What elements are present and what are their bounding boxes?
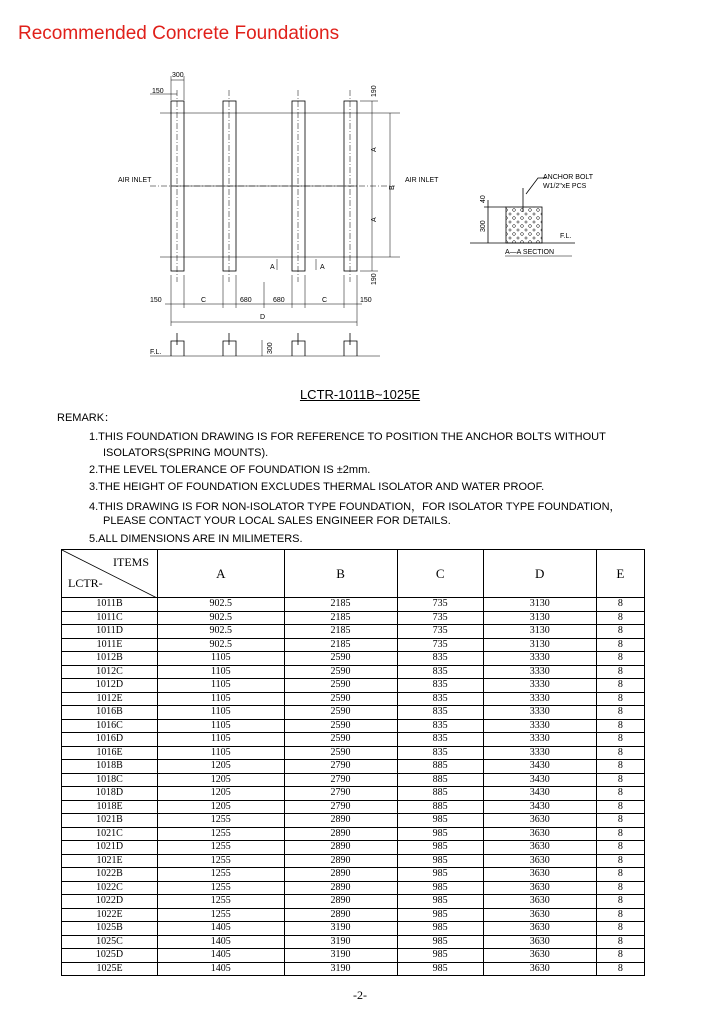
remark-note-4: 4.THIS DRAWING IS FOR NON-ISOLATOR TYPE FOUNDATION，FOR ISOLATOR TYPE FOUNDATION， xyxy=(89,501,621,513)
table-row xyxy=(62,652,645,666)
dimension-cell: 835 xyxy=(397,665,483,679)
dimension-cell: 3190 xyxy=(284,962,397,976)
table-row xyxy=(62,598,645,612)
dimension-cell: 2890 xyxy=(284,895,397,909)
dimension-cell: 8 xyxy=(596,881,644,895)
table-row xyxy=(62,814,645,828)
dimension-cell: 2790 xyxy=(284,787,397,801)
dimension-cell: 3630 xyxy=(483,881,596,895)
model-cell: 1011E xyxy=(62,638,158,652)
dimension-cell: 835 xyxy=(397,746,483,760)
remark-note-4-cont: PLEASE CONTACT YOUR LOCAL SALES ENGINEER FOR DETAILS. xyxy=(103,515,451,527)
dimension-cell: 1105 xyxy=(158,733,285,747)
dimension-cell: 8 xyxy=(596,922,644,936)
table-row xyxy=(62,760,645,774)
dimension-cell: 735 xyxy=(397,598,483,612)
dimension-cell: 2590 xyxy=(284,719,397,733)
dimension-cell: 3130 xyxy=(483,625,596,639)
dimension-cell: 8 xyxy=(596,706,644,720)
table-row xyxy=(62,787,645,801)
dimension-cell: 885 xyxy=(397,800,483,814)
dimension-cell: 2790 xyxy=(284,800,397,814)
svg-text:300: 300 xyxy=(480,220,487,232)
svg-text:150: 150 xyxy=(360,297,372,304)
dimension-cell: 1105 xyxy=(158,652,285,666)
dimension-cell: 3630 xyxy=(483,814,596,828)
svg-text:D: D xyxy=(260,314,266,321)
dimension-cell: 3130 xyxy=(483,598,596,612)
dimension-cell: 2185 xyxy=(284,611,397,625)
svg-text:300: 300 xyxy=(172,72,184,79)
dimension-cell: 2790 xyxy=(284,760,397,774)
table-row xyxy=(62,949,645,963)
model-cell: 1018C xyxy=(62,773,158,787)
dimension-cell: 3430 xyxy=(483,787,596,801)
dimension-cell: 1105 xyxy=(158,665,285,679)
model-cell: 1022D xyxy=(62,895,158,909)
svg-text:150: 150 xyxy=(152,88,164,95)
table-row xyxy=(62,854,645,868)
dimension-cell: 1255 xyxy=(158,895,285,909)
dimension-cell: 8 xyxy=(596,962,644,976)
model-cell: 1016C xyxy=(62,719,158,733)
dimension-cell: 985 xyxy=(397,922,483,936)
model-cell: 1021E xyxy=(62,854,158,868)
dimension-cell: 1105 xyxy=(158,679,285,693)
svg-text:A: A xyxy=(371,147,378,152)
dimension-cell: 3330 xyxy=(483,719,596,733)
dimension-cell: 1405 xyxy=(158,935,285,949)
dimension-cell: 8 xyxy=(596,746,644,760)
dimension-cell: 885 xyxy=(397,760,483,774)
table-row xyxy=(62,719,645,733)
dimension-cell: 902.5 xyxy=(158,611,285,625)
svg-text:150: 150 xyxy=(150,297,162,304)
dimension-cell: 1205 xyxy=(158,773,285,787)
dimension-cell: 2590 xyxy=(284,679,397,693)
dimension-cell: 8 xyxy=(596,908,644,922)
dimension-cell: 8 xyxy=(596,679,644,693)
dimension-cell: 1255 xyxy=(158,881,285,895)
dimension-cell: 1205 xyxy=(158,787,285,801)
dimension-cell: 3330 xyxy=(483,679,596,693)
model-cell: 1022B xyxy=(62,868,158,882)
table-header-row xyxy=(62,550,645,598)
dimension-cell: 2890 xyxy=(284,841,397,855)
dimension-cell: 3130 xyxy=(483,638,596,652)
dimension-cell: 985 xyxy=(397,908,483,922)
dimension-cell: 985 xyxy=(397,935,483,949)
table-row xyxy=(62,827,645,841)
svg-text:190: 190 xyxy=(371,85,378,97)
dimension-cell: 1105 xyxy=(158,719,285,733)
dimension-cell: 835 xyxy=(397,679,483,693)
dimension-cell: 1255 xyxy=(158,814,285,828)
dimension-cell: 8 xyxy=(596,935,644,949)
dimension-cell: 2185 xyxy=(284,598,397,612)
dimension-cell: 8 xyxy=(596,719,644,733)
svg-text:ANCHOR BOLT: ANCHOR BOLT xyxy=(543,174,594,181)
dimension-cell: 3130 xyxy=(483,611,596,625)
dimension-cell: 1105 xyxy=(158,746,285,760)
table-row xyxy=(62,841,645,855)
table-row xyxy=(62,868,645,882)
dimension-cell: 1205 xyxy=(158,800,285,814)
dimension-cell: 1255 xyxy=(158,868,285,882)
svg-text:AIR INLET: AIR INLET xyxy=(405,177,439,184)
dimension-cell: 8 xyxy=(596,800,644,814)
dimension-cell: 1405 xyxy=(158,962,285,976)
dimension-cell: 3430 xyxy=(483,800,596,814)
svg-text:W1/2"xE PCS: W1/2"xE PCS xyxy=(543,183,587,190)
model-cell: 1025B xyxy=(62,922,158,936)
column-header-b: B xyxy=(284,550,397,598)
remark-note-3: 3.THE HEIGHT OF FOUNDATION EXCLUDES THERMAL ISOLATOR AND WATER PROOF. xyxy=(89,481,545,493)
dimension-cell: 3630 xyxy=(483,841,596,855)
dimension-cell: 8 xyxy=(596,868,644,882)
dimension-cell: 835 xyxy=(397,733,483,747)
dimension-cell: 8 xyxy=(596,598,644,612)
model-cell: 1025E xyxy=(62,962,158,976)
dimension-cell: 3630 xyxy=(483,962,596,976)
remark-note-5: 5.ALL DIMENSIONS ARE IN MILIMETERS. xyxy=(89,533,303,545)
dimension-cell: 3190 xyxy=(284,922,397,936)
foundation-drawing xyxy=(0,0,720,380)
dimension-cell: 985 xyxy=(397,841,483,855)
model-cell: 1016E xyxy=(62,746,158,760)
table-row xyxy=(62,692,645,706)
column-header-c: C xyxy=(397,550,483,598)
dimension-cell: 985 xyxy=(397,962,483,976)
dimension-cell: 835 xyxy=(397,706,483,720)
dimensions-table xyxy=(61,549,645,976)
svg-text:C: C xyxy=(201,297,207,304)
table-row xyxy=(62,706,645,720)
dimension-cell: 3330 xyxy=(483,746,596,760)
dimension-cell: 8 xyxy=(596,692,644,706)
dimension-cell: 885 xyxy=(397,787,483,801)
table-row xyxy=(62,881,645,895)
dimension-cell: 985 xyxy=(397,854,483,868)
model-cell: 1018E xyxy=(62,800,158,814)
model-cell: 1022E xyxy=(62,908,158,922)
model-cell: 1011D xyxy=(62,625,158,639)
model-cell: 1021C xyxy=(62,827,158,841)
svg-text:190: 190 xyxy=(371,273,378,285)
dimension-cell: 8 xyxy=(596,814,644,828)
dimension-cell: 8 xyxy=(596,841,644,855)
dimension-cell: 2890 xyxy=(284,868,397,882)
dimension-cell: 835 xyxy=(397,692,483,706)
dimension-cell: 2590 xyxy=(284,652,397,666)
svg-text:680: 680 xyxy=(273,297,285,304)
model-cell: 1016B xyxy=(62,706,158,720)
dimension-cell: 3630 xyxy=(483,868,596,882)
dimension-cell: 2890 xyxy=(284,908,397,922)
dimension-cell: 8 xyxy=(596,611,644,625)
dimension-cell: 3190 xyxy=(284,935,397,949)
dimension-cell: 3330 xyxy=(483,652,596,666)
dimension-cell: 2790 xyxy=(284,773,397,787)
dimension-cell: 3630 xyxy=(483,935,596,949)
dimension-cell: 8 xyxy=(596,854,644,868)
model-cell: 1011C xyxy=(62,611,158,625)
table-row xyxy=(62,773,645,787)
dimension-cell: 1205 xyxy=(158,760,285,774)
table-row xyxy=(62,800,645,814)
section-concrete-block xyxy=(506,207,542,243)
table-row xyxy=(62,679,645,693)
table-row xyxy=(62,962,645,976)
dimension-cell: 8 xyxy=(596,773,644,787)
dimension-cell: 2890 xyxy=(284,827,397,841)
remark-note-1-cont: ISOLATORS(SPRING MOUNTS). xyxy=(103,447,269,459)
dimension-cell: 735 xyxy=(397,611,483,625)
table-row xyxy=(62,611,645,625)
remark-note-1: 1.THIS FOUNDATION DRAWING IS FOR REFERENCE TO POSITION THE ANCHOR BOLTS WITHOUT xyxy=(89,431,606,443)
dimension-cell: 2185 xyxy=(284,638,397,652)
table-row xyxy=(62,638,645,652)
dimension-cell: 2890 xyxy=(284,814,397,828)
table-row xyxy=(62,746,645,760)
dimension-cell: 985 xyxy=(397,827,483,841)
dimension-cell: 8 xyxy=(596,827,644,841)
dimension-cell: 3630 xyxy=(483,922,596,936)
dimension-cell: 3630 xyxy=(483,854,596,868)
model-cell: 1025D xyxy=(62,949,158,963)
dimension-cell: 1405 xyxy=(158,922,285,936)
table-row xyxy=(62,733,645,747)
corner-items-label: ITEMS xyxy=(113,555,149,569)
dimension-cell: 1255 xyxy=(158,827,285,841)
model-cell: 1016D xyxy=(62,733,158,747)
svg-text:A: A xyxy=(270,264,275,271)
dimension-cell: 835 xyxy=(397,652,483,666)
dimension-cell: 985 xyxy=(397,895,483,909)
dimension-cell: 8 xyxy=(596,787,644,801)
svg-text:C: C xyxy=(322,297,328,304)
svg-text:A: A xyxy=(371,217,378,222)
table-row xyxy=(62,625,645,639)
model-cell: 1022C xyxy=(62,881,158,895)
model-range-label: LCTR-1011B~1025E xyxy=(299,387,421,402)
svg-text:A—A SECTION: A—A SECTION xyxy=(505,249,555,256)
dimension-cell: 2185 xyxy=(284,625,397,639)
dimension-cell: 3190 xyxy=(284,949,397,963)
dimension-cell: 902.5 xyxy=(158,598,285,612)
dimension-cell: 2590 xyxy=(284,746,397,760)
svg-text:B: B xyxy=(389,185,396,190)
dimension-cell: 3330 xyxy=(483,665,596,679)
dimension-cell: 8 xyxy=(596,760,644,774)
model-cell: 1021B xyxy=(62,814,158,828)
dimension-cell: 3430 xyxy=(483,773,596,787)
dimension-cell: 835 xyxy=(397,719,483,733)
dimension-cell: 2890 xyxy=(284,854,397,868)
dimension-cell: 3630 xyxy=(483,895,596,909)
table-row xyxy=(62,935,645,949)
table-corner-cell xyxy=(62,550,158,598)
column-header-e: E xyxy=(596,550,644,598)
svg-text:F.L.: F.L. xyxy=(560,233,572,240)
dimension-cell: 985 xyxy=(397,868,483,882)
dimension-cell: 2890 xyxy=(284,881,397,895)
model-cell: 1025C xyxy=(62,935,158,949)
model-cell: 1012C xyxy=(62,665,158,679)
svg-text:300: 300 xyxy=(267,342,274,354)
dimension-cell: 2590 xyxy=(284,733,397,747)
remark-heading: REMARK： xyxy=(57,412,116,424)
dimension-cell: 3330 xyxy=(483,733,596,747)
model-cell: 1012E xyxy=(62,692,158,706)
svg-text:AIR INLET: AIR INLET xyxy=(118,177,152,184)
corner-model-label: LCTR- xyxy=(68,576,103,590)
dimension-cell: 902.5 xyxy=(158,625,285,639)
model-cell: 1011B xyxy=(62,598,158,612)
table-row xyxy=(62,895,645,909)
page-title: Recommended Concrete Foundations xyxy=(18,23,340,44)
dimension-cell: 1255 xyxy=(158,908,285,922)
svg-text:680: 680 xyxy=(240,297,252,304)
table-row xyxy=(62,922,645,936)
dimension-cell: 985 xyxy=(397,814,483,828)
dimension-cell: 1255 xyxy=(158,854,285,868)
dimension-cell: 8 xyxy=(596,625,644,639)
model-cell: 1012B xyxy=(62,652,158,666)
svg-text:40: 40 xyxy=(480,195,487,203)
remark-note-2: 2.THE LEVEL TOLERANCE OF FOUNDATION IS ±2mm. xyxy=(89,464,371,476)
dimension-cell: 3330 xyxy=(483,692,596,706)
column-header-a: A xyxy=(158,550,285,598)
model-cell: 1021D xyxy=(62,841,158,855)
dimension-cell: 8 xyxy=(596,665,644,679)
table-row xyxy=(62,908,645,922)
dimension-cell: 1105 xyxy=(158,692,285,706)
table-row xyxy=(62,665,645,679)
dimension-cell: 985 xyxy=(397,949,483,963)
dimension-cell: 2590 xyxy=(284,706,397,720)
dimension-cell: 8 xyxy=(596,638,644,652)
dimension-cell: 8 xyxy=(596,733,644,747)
model-cell: 1018B xyxy=(62,760,158,774)
svg-text:F.L.: F.L. xyxy=(150,349,162,356)
dimension-cell: 8 xyxy=(596,949,644,963)
dimension-cell: 902.5 xyxy=(158,638,285,652)
svg-text:A: A xyxy=(320,264,325,271)
page-number: -2- xyxy=(353,988,367,1002)
dimension-cell: 1405 xyxy=(158,949,285,963)
dimension-cell: 3430 xyxy=(483,760,596,774)
model-cell: 1018D xyxy=(62,787,158,801)
dimension-cell: 735 xyxy=(397,625,483,639)
dimension-cell: 3630 xyxy=(483,827,596,841)
dimension-cell: 3630 xyxy=(483,908,596,922)
dimension-cell: 2590 xyxy=(284,665,397,679)
dimension-cell: 2590 xyxy=(284,692,397,706)
dimension-cell: 3630 xyxy=(483,949,596,963)
column-header-d: D xyxy=(483,550,596,598)
dimension-cell: 985 xyxy=(397,881,483,895)
model-cell: 1012D xyxy=(62,679,158,693)
dimension-cell: 3330 xyxy=(483,706,596,720)
dimension-cell: 8 xyxy=(596,895,644,909)
dimension-cell: 735 xyxy=(397,638,483,652)
dimension-cell: 1255 xyxy=(158,841,285,855)
dimension-cell: 885 xyxy=(397,773,483,787)
dimension-cell: 8 xyxy=(596,652,644,666)
dimension-cell: 1105 xyxy=(158,706,285,720)
